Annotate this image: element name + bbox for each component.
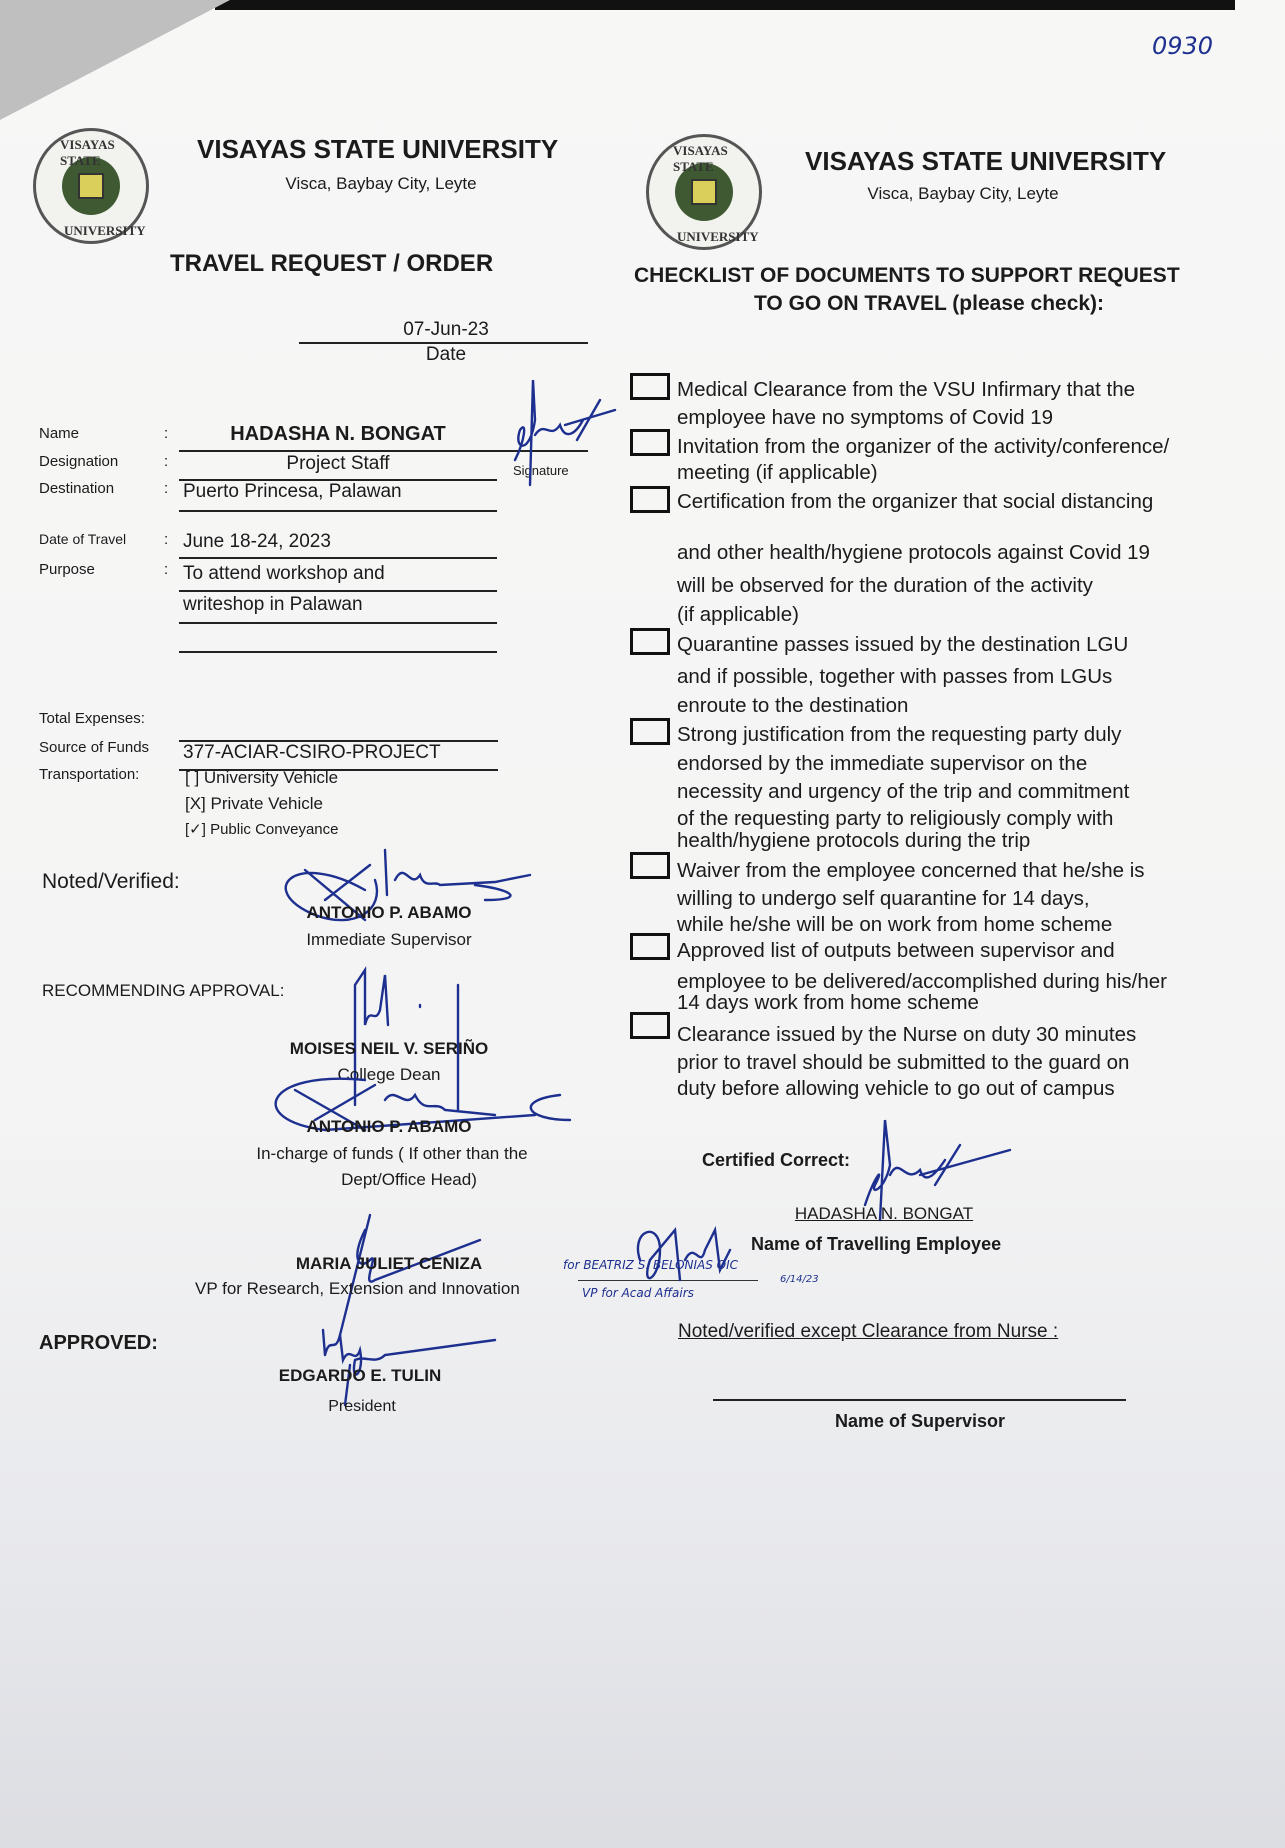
checklist-item-text: health/hygiene protocols during the trip <box>677 829 1031 852</box>
university-seal-logo: VISAYAS STATE UNIVERSITY <box>33 128 149 244</box>
handwritten-date: 6/14/23 <box>780 1274 819 1285</box>
form-title: TRAVEL REQUEST / ORDER <box>170 250 494 277</box>
checklist-checkbox[interactable] <box>630 933 670 960</box>
checklist-checkbox[interactable] <box>630 373 670 400</box>
certified-correct-label: Certified Correct: <box>702 1150 851 1170</box>
checklist-checkbox[interactable] <box>630 1012 670 1039</box>
dean-name: MOISES NEIL V. SERIÑO <box>289 1039 489 1058</box>
colon: : <box>164 531 169 548</box>
funds-incharge-title-2: Dept/Office Head) <box>341 1170 477 1189</box>
funds-incharge-title-1: In-charge of funds ( If other than the <box>256 1144 528 1163</box>
checklist-item-text: (if applicable) <box>677 603 799 626</box>
university-address: Visca, Baybay City, Leyte <box>867 184 1059 203</box>
destination-label: Destination <box>39 480 115 497</box>
source-of-funds-label: Source of Funds <box>39 739 150 756</box>
oic-signature <box>630 1220 760 1300</box>
university-name: VISAYAS STATE UNIVERSITY <box>805 146 1167 176</box>
checklist-item-text: employee have no symptoms of Covid 19 <box>677 406 1054 429</box>
dean-title: College Dean <box>337 1065 441 1084</box>
supervisor-name: ANTONIO P. ABAMO <box>306 903 472 922</box>
purpose-label: Purpose <box>39 561 95 578</box>
purpose-line-1: To attend workshop and <box>183 563 385 584</box>
checklist-item-text: Quarantine passes issued by the destination LGU <box>677 633 1129 656</box>
transport-option-private-vehicle[interactable] <box>185 794 323 814</box>
date-of-travel-value: June 18-24, 2023 <box>183 531 331 552</box>
transport-option-university-vehicle[interactable] <box>185 768 338 788</box>
checklist-item-text: willing to undergo self quarantine for 14 days, <box>677 887 1090 910</box>
checklist-item-text: of the requesting party to religiously comply with <box>677 807 1114 830</box>
checklist-checkbox[interactable] <box>630 429 670 456</box>
president-signature <box>315 1325 505 1405</box>
employee-name-label: Name of Travelling Employee <box>751 1234 1002 1254</box>
checkbox-x-marked[interactable]: [X] <box>185 794 206 813</box>
checklist-item-text: Clearance issued by the Nurse on duty 30 minutes <box>677 1023 1137 1046</box>
funds-incharge-name: ANTONIO P. ABAMO <box>306 1117 472 1136</box>
date-value: 07-Jun-23 <box>403 319 489 340</box>
university-seal-logo: VISAYAS STATE UNIVERSITY <box>646 134 762 250</box>
checklist-item-text: 14 days work from home scheme <box>677 991 979 1014</box>
checklist-title-line-1: CHECKLIST OF DOCUMENTS TO SUPPORT REQUEST <box>634 264 1180 287</box>
recommending-approval-label: RECOMMENDING APPROVAL: <box>42 981 285 1000</box>
folded-corner <box>0 0 230 120</box>
checklist-item-text: while he/she will be on work from home scheme <box>677 913 1113 936</box>
handwritten-oic-name: for BEATRIZ S. BELONIAS OIC <box>563 1258 739 1272</box>
date-label: Date <box>425 344 467 365</box>
scan-edge <box>215 0 1235 10</box>
option-label: Private Vehicle <box>210 794 323 813</box>
transport-option-public-conveyance[interactable] <box>185 820 339 838</box>
name-value: HADASHA N. BONGAT <box>230 423 446 445</box>
colon: : <box>164 480 169 497</box>
checklist-item-text: endorsed by the immediate supervisor on the <box>677 752 1088 775</box>
transportation-label: Transportation: <box>39 766 140 783</box>
colon: : <box>164 425 169 442</box>
vp-name: MARIA JULIET CENIZA <box>295 1254 483 1273</box>
designation-label: Designation <box>39 453 119 470</box>
vp-signature <box>330 1210 490 1340</box>
checklist-item-text: employee to be delivered/accomplished during his/her <box>677 970 1168 993</box>
total-expenses-label: Total Expenses: <box>39 710 145 727</box>
university-address: Visca, Baybay City, Leyte <box>285 174 477 193</box>
checklist-item-text: Invitation from the organizer of the activity/conference/ <box>677 435 1170 458</box>
checklist-item-text: duty before allowing vehicle to go out of campus <box>677 1077 1115 1100</box>
colon: : <box>164 453 169 470</box>
applicant-signature <box>505 380 625 490</box>
checklist-title-line-2: TO GO ON TRAVEL (please check): <box>753 292 1105 315</box>
supervisor-title: Immediate Supervisor <box>306 930 472 949</box>
supervisor-name-label: Name of Supervisor <box>834 1411 1006 1431</box>
document-number: 0930 <box>1152 32 1214 60</box>
option-label: University Vehicle <box>203 768 339 787</box>
checklist-item-text: Strong justification from the requesting party duly <box>677 723 1122 746</box>
handwritten-oic-title: VP for Acad Affairs <box>582 1286 694 1300</box>
checklist-item-text: Approved list of outputs between supervisor and <box>677 939 1115 962</box>
checklist-item-text: prior to travel should be submitted to the guard on <box>677 1051 1130 1074</box>
checklist-item-text: enroute to the destination <box>677 694 909 717</box>
noted-except-label: Noted/verified except Clearance from Nurse : <box>678 1321 1059 1342</box>
date-of-travel-label: Date of Travel <box>39 531 127 547</box>
checklist-item-text: necessity and urgency of the trip and commitment <box>677 780 1130 803</box>
noted-verified-label: Noted/Verified: <box>42 870 180 893</box>
signature-label: Signature <box>513 463 569 478</box>
checklist-checkbox[interactable] <box>630 628 670 655</box>
name-label: Name <box>39 425 80 442</box>
option-label: Public Conveyance <box>210 821 339 838</box>
checkbox-unchecked[interactable]: [ ] <box>185 768 200 787</box>
purpose-line-2: writeshop in Palawan <box>183 594 363 615</box>
colon: : <box>164 561 169 578</box>
checklist-item-text: and other health/hygiene protocols against Covid 19 <box>677 541 1150 564</box>
president-title: President <box>328 1398 396 1415</box>
checklist-checkbox[interactable] <box>630 486 670 513</box>
checklist-item-text: will be observed for the duration of the activity <box>677 574 1093 597</box>
checklist-item-text: meeting (if applicable) <box>677 461 878 484</box>
source-of-funds-value: 377-ACIAR-CSIRO-PROJECT <box>183 742 441 763</box>
checklist-item-text: Certification from the organizer that social distancing <box>677 490 1154 513</box>
employee-name: HADASHA N. BONGAT <box>794 1204 974 1223</box>
checklist-item-text: Waiver from the employee concerned that he/she is <box>677 859 1145 882</box>
checklist-checkbox[interactable] <box>630 718 670 745</box>
checklist-item-text: Medical Clearance from the VSU Infirmary that the <box>677 378 1136 401</box>
checklist-item-text: and if possible, together with passes from LGUs <box>677 665 1113 688</box>
president-name: EDGARDO E. TULIN <box>278 1366 442 1385</box>
destination-value: Puerto Princesa, Palawan <box>183 481 402 502</box>
designation-value: Project Staff <box>286 453 390 474</box>
university-name: VISAYAS STATE UNIVERSITY <box>197 134 559 164</box>
checkbox-check-marked[interactable]: [✓] <box>185 821 206 838</box>
checklist-checkbox[interactable] <box>630 852 670 879</box>
approved-label: APPROVED: <box>39 1332 158 1354</box>
vp-title: VP for Research, Extension and Innovation <box>195 1279 520 1298</box>
